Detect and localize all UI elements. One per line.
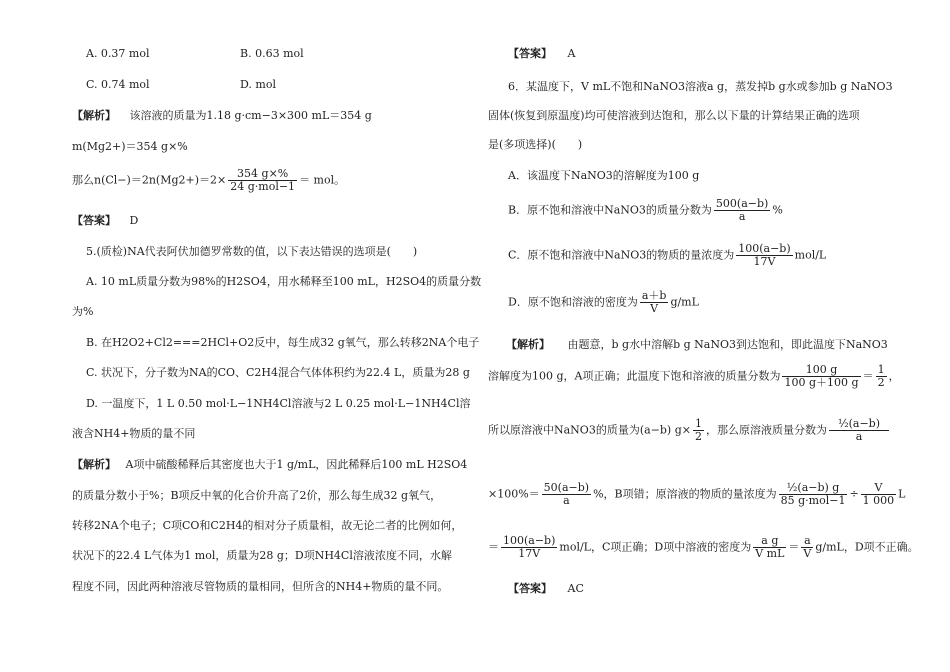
answer2-row (508, 582, 584, 596)
answer-row (72, 214, 138, 228)
jx-l3-fraction2 (829, 418, 889, 443)
q6-b-den: a (738, 210, 746, 223)
cl-frac-den: 24 g·mol−1 (230, 180, 296, 193)
analysis-line4 (488, 482, 905, 507)
q6-option-a: A．该温度下NaNO3的溶解度为100 g (508, 169, 700, 182)
analysis-row-1 (72, 109, 372, 123)
jx-l5-num3: a (801, 535, 813, 548)
answer-label: 【答案】 (72, 214, 116, 227)
q5-option-a-line1: A. 10 mL质量分数为98%的H2SO4，用水稀释至100 mL，H2SO4的质量分数 (86, 275, 482, 288)
analysis-line5 (488, 535, 919, 560)
jx-l5-pre: ＝ (488, 540, 499, 554)
jx-l4-num3: V (861, 482, 897, 495)
q6-c-pre: C．原不饱和溶液中NaNO3的物质的量浓度为 (508, 248, 735, 262)
q6-line2: 固体(恢复到原温度)均可使溶液到达饱和，那么以下量的计算结果正确的选项 (488, 109, 860, 122)
jx-l5-fraction3 (801, 535, 813, 560)
jx-l3-num2: ½(a−b) (829, 418, 889, 431)
analysis2-line3: 转移2NA个电子；C项CO和C2H4的相对分子质量相，故无论二者的比例如何， (72, 519, 463, 532)
jx-l4-fraction2 (779, 482, 848, 507)
analysis2-line1: A项中硫酸稀释后其密度也大于1 g/mL，因此稀释后100 mL H2SO4 (125, 458, 468, 471)
analysis-label: 【解析】 (506, 338, 550, 351)
analysis-line2 (488, 364, 900, 389)
jx-l2-post: ， (888, 369, 900, 383)
jx-l5-fraction (501, 535, 557, 560)
q6-b-pre: B．原不饱和溶液中NaNO3的质量分数为 (508, 203, 712, 217)
q5-option-d-line1: D. 一温度下，1 L 0.50 mol·L−1NH4Cl溶液与2 L 0.25 mol·L−1NH4Cl溶 (86, 397, 471, 410)
jx-l5-fraction2 (753, 535, 786, 560)
jx-l5-den2: V mL (755, 547, 785, 560)
answer2-value: AC (567, 582, 584, 595)
option-d: D. mol (240, 78, 276, 91)
answer2-label: 【答案】 (508, 582, 552, 595)
q6-b-fraction (714, 198, 770, 223)
q6-line1: 6．某温度下，V mL不饱和NaNO3溶液a g，蒸发掉b g水或参加b g NaNO3 (508, 80, 893, 93)
jx-l4-div: ÷ (849, 487, 859, 501)
q6-d-post: g/mL (670, 295, 699, 309)
jx-l4-den3: 1 000 (862, 494, 895, 507)
q6-d-num: a＋b (641, 289, 667, 302)
analysis-line1: 由题意，b g水中溶解b g NaNO3到达饱和，即此温度下NaNO3 (567, 338, 888, 351)
q6-c-post: mol/L (794, 248, 827, 262)
analysis2-line4: 状况下的22.4 L气体为1 mol，质量为28 g；D项NH4Cl溶液浓度不同，水解 (72, 549, 452, 562)
analysis2-line5: 程度不同，因此两种溶液尽管物质的量相同，但所含的NH4+物质的量不同。 (72, 580, 449, 593)
jx-l3-den2: a (855, 430, 863, 443)
q6-option-c (508, 243, 826, 268)
jx-l4-den: a (563, 494, 570, 507)
jx-l4-pre: ×100%＝ (488, 487, 540, 501)
cl-pre: 那么n(Cl−)＝2n(Mg2+)＝2× (72, 173, 227, 187)
jx-l5-eq: ＝ (788, 540, 800, 554)
analysis-row-1 (506, 338, 888, 352)
q6-d-pre: D．原不饱和溶液的密度为 (508, 295, 638, 309)
q6-option-d (508, 290, 699, 315)
q6-d-den: V (650, 302, 659, 315)
q6-line3: 是(多项选择)( ) (488, 138, 583, 151)
analysis2-label: 【解析】 (72, 458, 116, 471)
analysis2-row-1 (72, 458, 467, 472)
jx-l4-mid: %，B项错；原溶液的物质的量浓度为 (593, 487, 777, 501)
jx-l3-mid: ，那么原溶液质量分数为 (705, 423, 827, 437)
answer-value: A (567, 47, 576, 60)
option-a: A. 0.37 mol (86, 47, 150, 60)
jx-l4-num: 50(a−b) (543, 481, 590, 494)
cl-fraction (228, 168, 297, 193)
cl-line (72, 168, 345, 193)
jx-l5-post: g/mL，D项不正确。 (815, 540, 919, 554)
q6-c-num: 100(a−b) (738, 242, 791, 255)
jx-l3-den: 2 (694, 430, 702, 443)
answer-value: D (129, 214, 139, 227)
jx-l2-mid: ＝ (862, 369, 874, 383)
option-c: C. 0.74 mol (86, 78, 150, 91)
jx-l2-fraction (782, 364, 860, 389)
answer-label: 【答案】 (508, 47, 552, 60)
analysis-text: 该溶液的质量为1.18 g·cm−3×300 mL＝354 g (129, 109, 372, 122)
q5-option-c: C. 状况下，分子数为NA的CO、C2H4混合气体体积约为22.4 L，质量为28 g (86, 366, 470, 379)
jx-l4-fraction (542, 482, 591, 507)
q5-option-d-line2: 液含NH4+物质的量不同 (72, 427, 196, 440)
analysis2-line2: 的质量分数小于%；B项反中氧的化合价升高了2价，那么每生成32 g氧气， (72, 489, 442, 502)
jx-l2-fraction2 (876, 364, 887, 389)
mg-line: m(Mg2+)＝354 g×% (72, 140, 188, 153)
jx-l3-pre: 所以原溶液中NaNO3的质量为(a−b) g× (488, 423, 691, 437)
jx-l2-den2: 2 (877, 376, 885, 389)
jx-l2-num: 100 g (782, 364, 860, 377)
q6-c-den: 17V (753, 255, 776, 268)
q6-option-b (508, 198, 783, 223)
q6-c-fraction (736, 243, 792, 268)
cl-frac-num: 354 g×% (228, 168, 297, 181)
analysis-line3 (488, 418, 891, 443)
q5-title: 5.(质检)NA代表阿伏加德罗常数的值，以下表达错误的选项是( ) (86, 245, 418, 258)
jx-l3-fraction (693, 418, 704, 443)
q6-b-num: 500(a−b) (715, 197, 769, 210)
jx-l4-num2: ½(a−b) g (779, 482, 848, 495)
q5-option-b: B. 在H2O2+Cl2===2HCl+O2反中，每生成32 g氧气，那么转移2NA个电子 (86, 336, 480, 349)
jx-l2-den: 100 g＋100 g (784, 376, 859, 389)
jx-l5-num: 100(a−b) (503, 534, 556, 547)
jx-l2-num2: 1 (877, 363, 885, 376)
jx-l5-den: 17V (518, 547, 541, 560)
jx-l5-num2: a g (753, 535, 786, 548)
jx-l4-post: L (898, 487, 906, 501)
jx-l5-mid: mol/L，C项正确；D项中溶液的密度为 (559, 540, 752, 554)
q5-option-a-line2: 为% (72, 305, 94, 318)
q6-b-post: % (772, 203, 783, 217)
q6-d-fraction (640, 290, 669, 315)
option-b: B. 0.63 mol (240, 47, 304, 60)
jx-l5-den3: V (803, 547, 812, 560)
cl-post: ＝ mol。 (299, 173, 346, 187)
jx-l4-fraction3 (861, 482, 897, 507)
jx-l4-den2: 85 g·mol−1 (780, 494, 846, 507)
answer-row (508, 47, 575, 61)
jx-l2-pre: 溶解度为100 g，A项正确；此温度下饱和溶液的质量分数为 (488, 369, 781, 383)
analysis-label: 【解析】 (72, 109, 116, 122)
jx-l3-num: 1 (694, 417, 702, 430)
